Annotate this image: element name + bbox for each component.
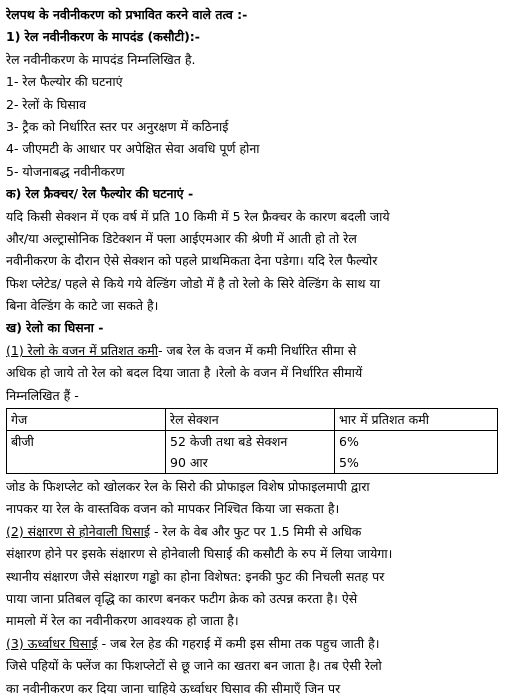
para-kha2-text: - रेल के वेब और फुट पर 1.5 मिमी से अधिक <box>150 523 362 539</box>
para-kha1-line-1 <box>6 340 505 362</box>
rail-section-1: 52 केजी तथा बडे सेक्शन <box>170 434 288 450</box>
table-header-gauge: गेज <box>7 409 166 431</box>
weight-reduction-table <box>6 408 498 474</box>
para-after-table-line-1: जोड के फिशप्लेट को खोलकर रेल के सिरो की प्रोफाइल विशेष प्रोफाइलमापी द्वारा <box>6 479 370 495</box>
para-kha2-line-1 <box>6 521 505 543</box>
table-row <box>7 431 498 474</box>
para-kha2-line-3: स्थानीय संक्षारण जैसे संक्षारण गड्ढो का होना विशेषत: इनकी फुट की निचली सतह पर <box>6 568 385 584</box>
weight-reduction-heading: (1) रेलो के वजन में प्रतिशत कमी <box>6 342 159 358</box>
para-kha1-line-3: निम्नलिखित हैं - <box>6 387 79 403</box>
para-ka-line-3: नवीनीकरण के दौरान ऐसे सेक्शन को पहले प्राथमिकता देना पडेगा। यदि रेल फैल्योर <box>6 253 378 269</box>
criteria-item-1: 1- रेल फैल्योर की घटनाएं <box>6 74 123 90</box>
vertical-wear-heading: (3) ऊर्ध्वाधर घिसाई <box>6 635 98 651</box>
para-ka-line-1: यदि किसी सेक्शन में एक वर्ष में प्रति 10 किमी में 5 रेल फ्रैक्चर के कारण बदली जाये <box>6 208 390 224</box>
para-kha3-line-2: जिसे पहियों के फ्लेंज का फिशप्लेटों से छू जाने का खतरा बन जाता है। तब ऐसी रेलो <box>6 658 382 674</box>
para-kha2-line-2: संक्षारण होने पर इसके संक्षारण से होनेवाली घिसाई की कसौटी के रुप में लिया जायेगा। <box>6 546 393 562</box>
para-kha2-line-5: मामलो में रेल का नवीनीकरण आवश्यक हो जाता है। <box>6 613 239 629</box>
para-ka-line-5: बिना वेल्डिंग के काटे जा सकते है। <box>6 298 159 314</box>
table-cell-sections <box>166 431 335 474</box>
rail-section-2: 90 आर <box>170 455 208 471</box>
document-heading: रेलपथ के नवीनीकरण को प्रभावित करने वाले तत्व :- <box>6 7 248 22</box>
intro-text: रेल नवीनीकरण के मापदंड निम्नलिखित है. <box>6 51 196 67</box>
para-kha3-line-3: का नवीनीकरण कर दिया जाना चाहिये ऊर्ध्वाधर घिसाव की सीमाएँ जिन पर <box>6 680 341 696</box>
criteria-item-2: 2- रेलों के घिसाव <box>6 96 87 112</box>
criteria-item-4: 4- जीएमटी के आधार पर अपेक्षित सेवा अवधि पूर्ण होना <box>6 141 260 157</box>
para-ka-line-2: और/या अल्ट्रासोनिक डिटेक्शन में फ्ला आईएमआर की श्रेणी में आती हो तो रेल <box>6 230 357 246</box>
table-cell-gauge: बीजी <box>7 431 166 474</box>
reduction-1: 6% <box>339 434 359 450</box>
para-kha3-line-1 <box>6 633 505 655</box>
subsection-ka-title: क) रेल फ्रैक्चर/ रेल फैल्योर की घटनाएं - <box>6 186 194 202</box>
table-header-row <box>7 409 498 431</box>
table-header-rail-section: रेल सेक्शन <box>166 409 335 431</box>
reduction-2: 5% <box>339 455 359 471</box>
section-1-title: 1) रेल नवीनीकरण के मापदंड (कसौटी):- <box>6 29 200 45</box>
criteria-item-5: 5- योजनाबद्ध नवीनीकरण <box>6 163 125 179</box>
corrosion-wear-heading: (2) संक्षारण से होनेवाली घिसाई <box>6 523 151 539</box>
para-kha1-text: - जब रेल के वजन में कमी निर्धारित सीमा से <box>158 342 357 358</box>
table-cell-reductions <box>335 431 498 474</box>
para-kha3-text: - जब रेल हेड की गहराई में कमी इस सीमा तक पहुच जाती है। <box>97 635 380 651</box>
para-kha2-line-4: पाया जाना प्रतिबल वृद्धि का कारण बनकर फटीग क्रेक को उत्पन्न करता है। ऐसे <box>6 590 358 606</box>
subsection-kha-title: ख) रेलो का घिसना - <box>6 320 104 336</box>
para-ka-line-4: फिश प्लेटेड/ पहले से किये गये वेल्डिंग जोडो में है तो रेलो के सिरे वेल्डिंग के साथ या <box>6 275 380 291</box>
para-after-table-line-2: नापकर या रेल के वास्तविक वजन को मापकर निश्चित किया जा सकता है। <box>6 501 340 517</box>
para-kha1-line-2: अधिक हो जाये तो रेल को बदल दिया जाता है ।रेलो के वजन में निर्धारित सीमायें <box>6 365 363 381</box>
criteria-item-3: 3- ट्रैक को निर्धारित स्तर पर अनुरक्षण में कठिनाई <box>6 118 229 134</box>
table-header-reduction: भार में प्रतिशत कमी <box>335 409 498 431</box>
